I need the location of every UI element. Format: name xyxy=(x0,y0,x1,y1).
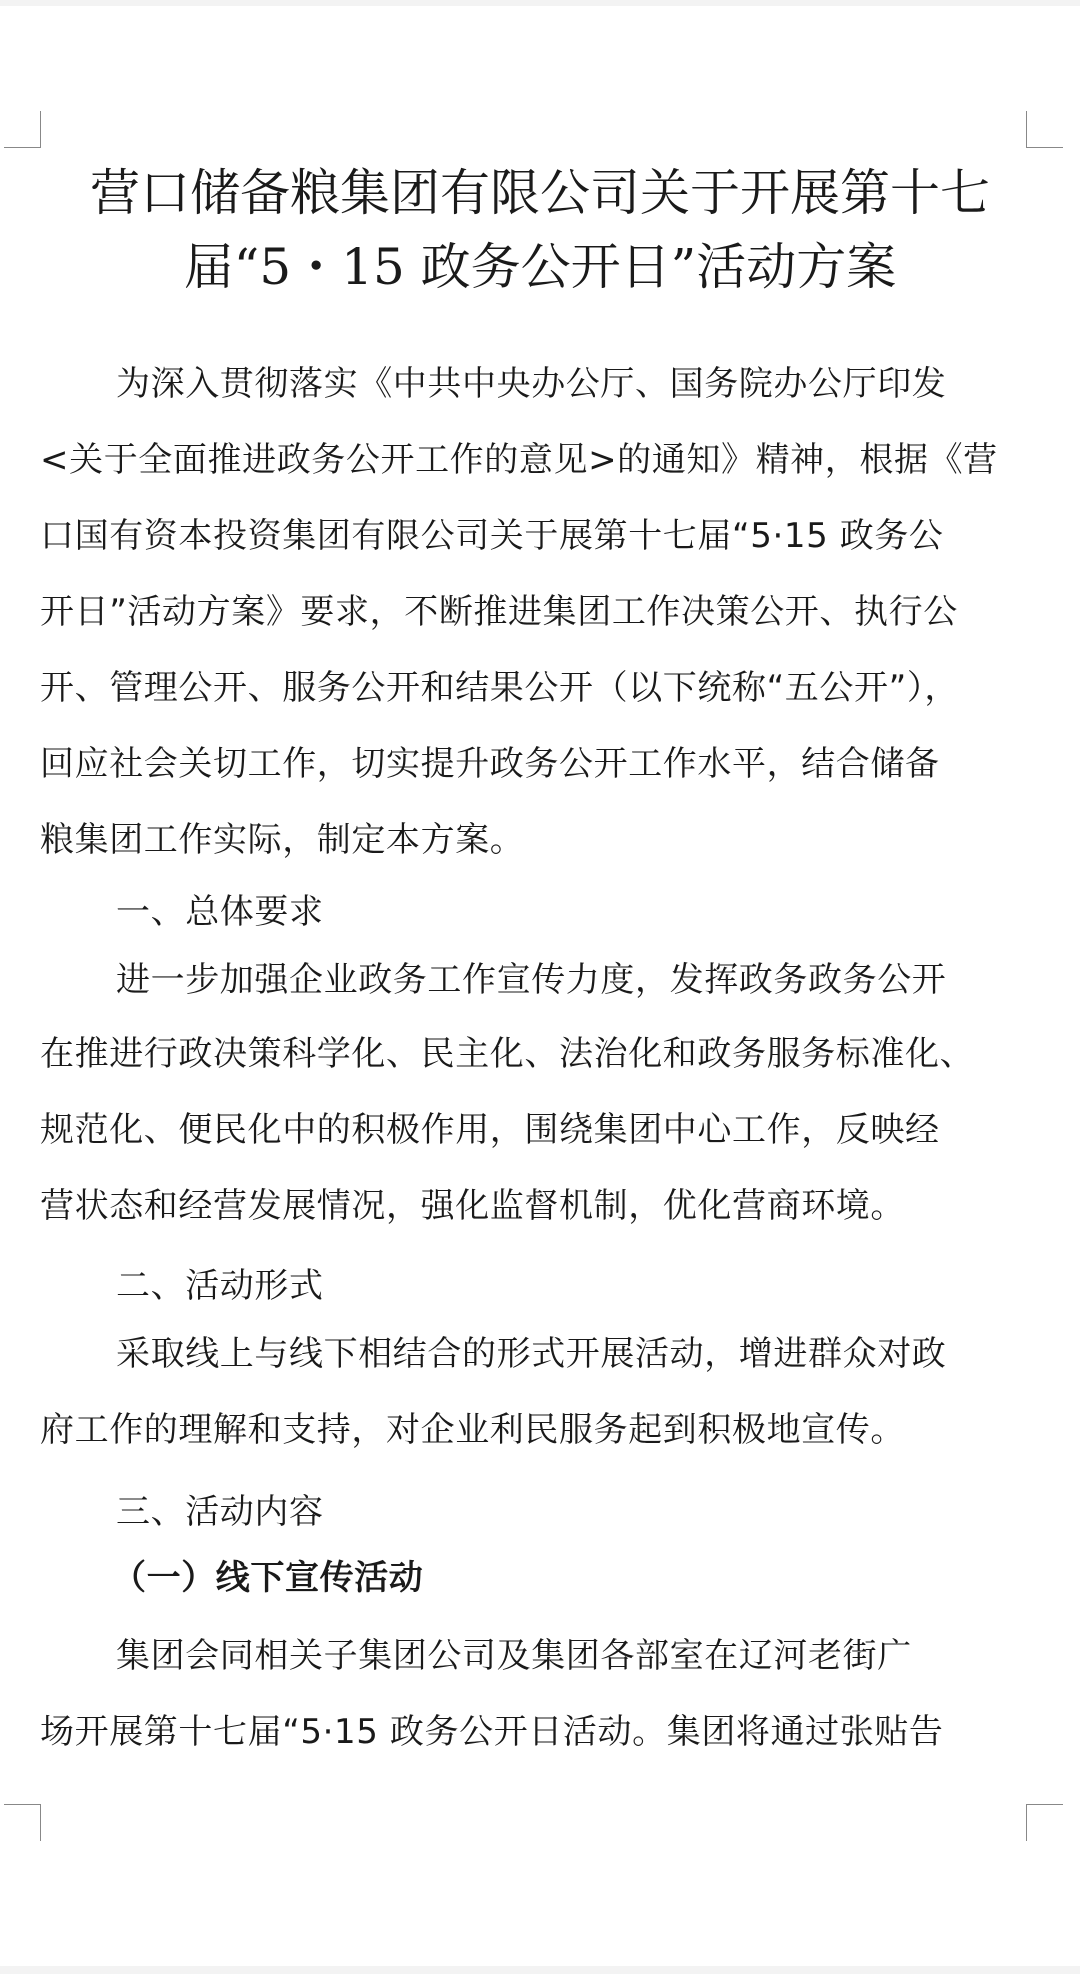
section2-line: 采取线上与线下相结合的形式开展活动，增进群众对政 xyxy=(116,1334,947,1374)
section1-line: 在推进行政决策科学化、民主化、法治化和政务服务标准化、 xyxy=(40,1034,975,1074)
intro-line: 回应社会关切工作，切实提升政务公开工作水平，结合储备 xyxy=(40,744,940,784)
section-heading: 二、活动形式 xyxy=(116,1266,324,1306)
section2-line: 府工作的理解和支持，对企业利民服务起到积极地宣传。 xyxy=(40,1410,905,1450)
crop-mark-bottom-right xyxy=(1026,1804,1063,1841)
section1-line: 营状态和经营发展情况，强化监督机制，优化营商环境。 xyxy=(40,1186,905,1226)
intro-line: 为深入贯彻落实《中共中央办公厅、国务院办公厅印发 xyxy=(116,364,947,404)
subsection-heading: （一）线下宣传活动 xyxy=(112,1558,424,1598)
document-page xyxy=(0,6,1080,1966)
crop-mark-top-left xyxy=(4,111,41,148)
section-heading: 一、总体要求 xyxy=(116,892,324,932)
document-title xyxy=(40,156,1040,304)
title-line: 届“5・15 政务公开日”活动方案 xyxy=(183,238,897,296)
intro-line: 开日”活动方案》要求，不断推进集团工作决策公开、执行公 xyxy=(40,592,958,632)
section-heading: 三、活动内容 xyxy=(116,1492,324,1532)
crop-mark-bottom-left xyxy=(4,1804,41,1841)
subsection1-line: 场开展第十七届“5·15 政务公开日活动。集团将通过张贴告 xyxy=(40,1712,944,1752)
intro-line: 粮集团工作实际，制定本方案。 xyxy=(40,820,525,860)
subsection1-line: 集团会同相关子集团公司及集团各部室在辽河老街广 xyxy=(116,1636,912,1676)
crop-mark-top-right xyxy=(1026,111,1063,148)
section1-line: 规范化、便民化中的积极作用，围绕集团中心工作，反映经 xyxy=(40,1110,940,1150)
intro-line: 口国有资本投资集团有限公司关于展第十七届“5·15 政务公 xyxy=(40,516,944,556)
section1-line: 进一步加强企业政务工作宣传力度，发挥政务政务公开 xyxy=(116,960,947,1000)
title-line: 营口储备粮集团有限公司关于开展第十七 xyxy=(90,164,990,222)
intro-line: <关于全面推进政务公开工作的意见>的通知》精神，根据《营 xyxy=(40,440,998,480)
intro-line: 开、管理公开、服务公开和结果公开（以下统称“五公开”）， xyxy=(40,668,960,708)
